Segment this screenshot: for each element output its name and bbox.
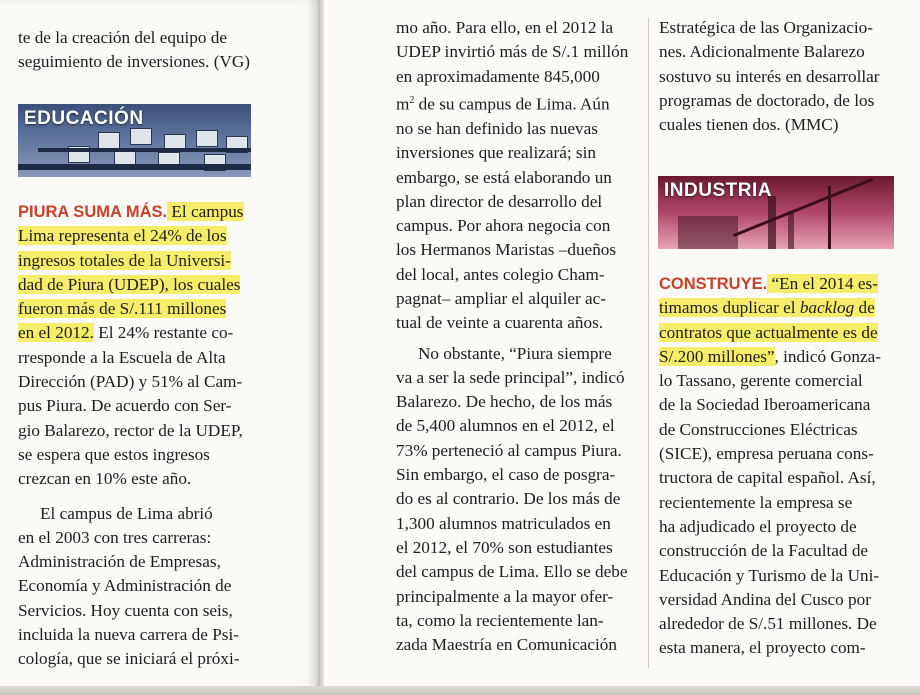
text-line: Balarezo. De hecho, de los más (396, 392, 613, 412)
highlighted-text: de (854, 298, 875, 318)
education-section-image (18, 104, 251, 177)
text-line: rresponde a la Escuela de Alta (18, 347, 226, 367)
column-1 (18, 26, 254, 75)
text-line: de Construcciones Eléctricas (659, 419, 858, 439)
text-line: del local, antes colegio Cham- (396, 264, 605, 284)
text-line: se espera que estos ingresos (18, 444, 210, 464)
text-line: campus. Por ahora negocia con (396, 216, 611, 236)
highlighted-text: El campus (167, 202, 244, 221)
highlighted-text: dad de Piura (UDEP), los cuales (18, 274, 241, 294)
text-fragment: , indicó Gonza- (774, 346, 881, 366)
text-line: cología, que se iniciará el próxi- (18, 649, 240, 669)
text-line: pus Piura. De acuerdo con Ser- (18, 396, 232, 416)
text-fragment: de su campus de Lima. Aún (414, 94, 610, 114)
text-line: en el 2003 con tres carreras: (18, 527, 212, 547)
text-line: zada Maestría en Comunicación (396, 635, 617, 655)
column-3-article (659, 272, 904, 661)
highlighted-text: contratos que actualmente es de (659, 322, 878, 342)
text-line: plan director de desarrollo del (396, 191, 603, 211)
highlighted-text: “En el 2014 es- (767, 274, 878, 293)
text-line: programas de doctorado, de los (659, 90, 875, 110)
text-line: inversiones que realizará; sin (396, 143, 596, 163)
unit-superscript: 2 (409, 94, 415, 106)
highlighted-text: fueron más de S/.111 millones (18, 299, 227, 319)
section-label-industry: INDUSTRIA (664, 180, 772, 201)
text-line: del campus de Lima. Ello se debe (396, 562, 628, 582)
column-divider (648, 18, 649, 668)
text-line: alrededor de S/.51 millones. De (659, 614, 877, 634)
text-line: gio Balarezo, rector de la UDEP, (18, 420, 243, 440)
text-line: va a ser la sede principal”, indicó (396, 367, 625, 387)
text-line: pagnat– ampliar el alquiler ac- (396, 289, 606, 308)
highlighted-text: Lima representa el 24% de los (18, 226, 227, 246)
article-lead: PIURA SUMA MÁS. (18, 203, 168, 221)
text-line: esta manera, el proyecto com- (659, 638, 866, 658)
text-line: en aproximadamente 845,000 (396, 66, 600, 86)
industry-section-image (658, 176, 894, 249)
text-line: te de la creación del equipo de (18, 28, 228, 47)
text-line: 73% perteneció al campus Piura. (396, 440, 622, 460)
text-line: No obstante, “Piura siempre (418, 343, 612, 363)
text-line: Educación y Turismo de la Uni- (659, 565, 880, 585)
page-bottom-edge (0, 686, 920, 695)
text-line: do es al contrario. De los más de (396, 489, 621, 509)
text-fragment: El 24% restante co- (93, 323, 234, 343)
article-lead: CONSTRUYE. (659, 275, 768, 293)
text-line: de 5,400 alumnos en el 2012, el (396, 416, 615, 436)
text-line: el 2012, el 70% son estudiantes (396, 537, 613, 557)
text-line: incluida la nueva carrera de Psi- (18, 625, 239, 645)
text-line: no se han definido las nuevas (396, 118, 598, 138)
text-line: tual de veinte a cuarenta años. (396, 313, 604, 333)
text-line: 1,300 alumnos matriculados en (396, 513, 611, 533)
text-line: mo año. Para ello, en el 2012 la (396, 18, 614, 37)
text-line: lo Tassano, gerente comercial (659, 371, 863, 391)
text-line: recientemente la empresa se (659, 492, 853, 512)
text-line: ta, como la recientemente lan- (396, 610, 604, 630)
text-line: Economía y Administración de (18, 576, 232, 596)
text-line: Dirección (PAD) y 51% al Cam- (18, 372, 243, 392)
text-line: Sin embargo, el caso de posgra- (396, 465, 616, 485)
text-line: tructora de capital español. Así, (659, 468, 876, 488)
text-line: cuales tienen dos. (MMC) (659, 115, 839, 135)
text-line: embargo, se está elaborando un (396, 167, 612, 187)
text-line: ha adjudicado el proyecto de (659, 516, 857, 536)
text-line: Administración de Empresas, (18, 552, 221, 572)
highlighted-italic-text: backlog (799, 298, 855, 318)
unit-text: m (396, 94, 410, 114)
text-line: nes. Adicionalmente Balarezo (659, 42, 865, 62)
text-line: El campus de Lima abrió (40, 503, 213, 523)
column-3 (659, 16, 904, 137)
text-line: de la Sociedad Iberoamericana (659, 395, 871, 415)
text-line: crezcan en 10% este año. (18, 469, 192, 489)
text-line: sostuvo su interés en desarrollar (659, 66, 880, 86)
text-line: principalmente a la mayor ofer- (396, 586, 614, 606)
text-line: seguimiento de inversiones. (VG) (18, 52, 250, 72)
text-line: construcción de la Facultad de (659, 541, 869, 561)
text-line: Estratégica de las Organizacio- (659, 18, 873, 37)
highlighted-text: ingresos totales de la Universi- (18, 250, 231, 270)
text-line: versidad Andina del Cusco por (659, 589, 871, 609)
highlighted-text: S/.200 millones” (659, 346, 775, 366)
highlighted-text: en el 2012. (18, 323, 94, 343)
text-line: los Hermanos Maristas –dueños (396, 240, 617, 260)
column-1-article (18, 200, 258, 672)
text-line: (SICE), empresa peruana cons- (659, 444, 874, 464)
text-line: Servicios. Hoy cuenta con seis, (18, 600, 233, 620)
text-line: UDEP invirtió más de S/.1 millón (396, 42, 629, 62)
column-2 (396, 16, 641, 657)
highlighted-text: timamos duplicar el (659, 298, 800, 318)
section-label-education: EDUCACIÓN (24, 108, 144, 129)
